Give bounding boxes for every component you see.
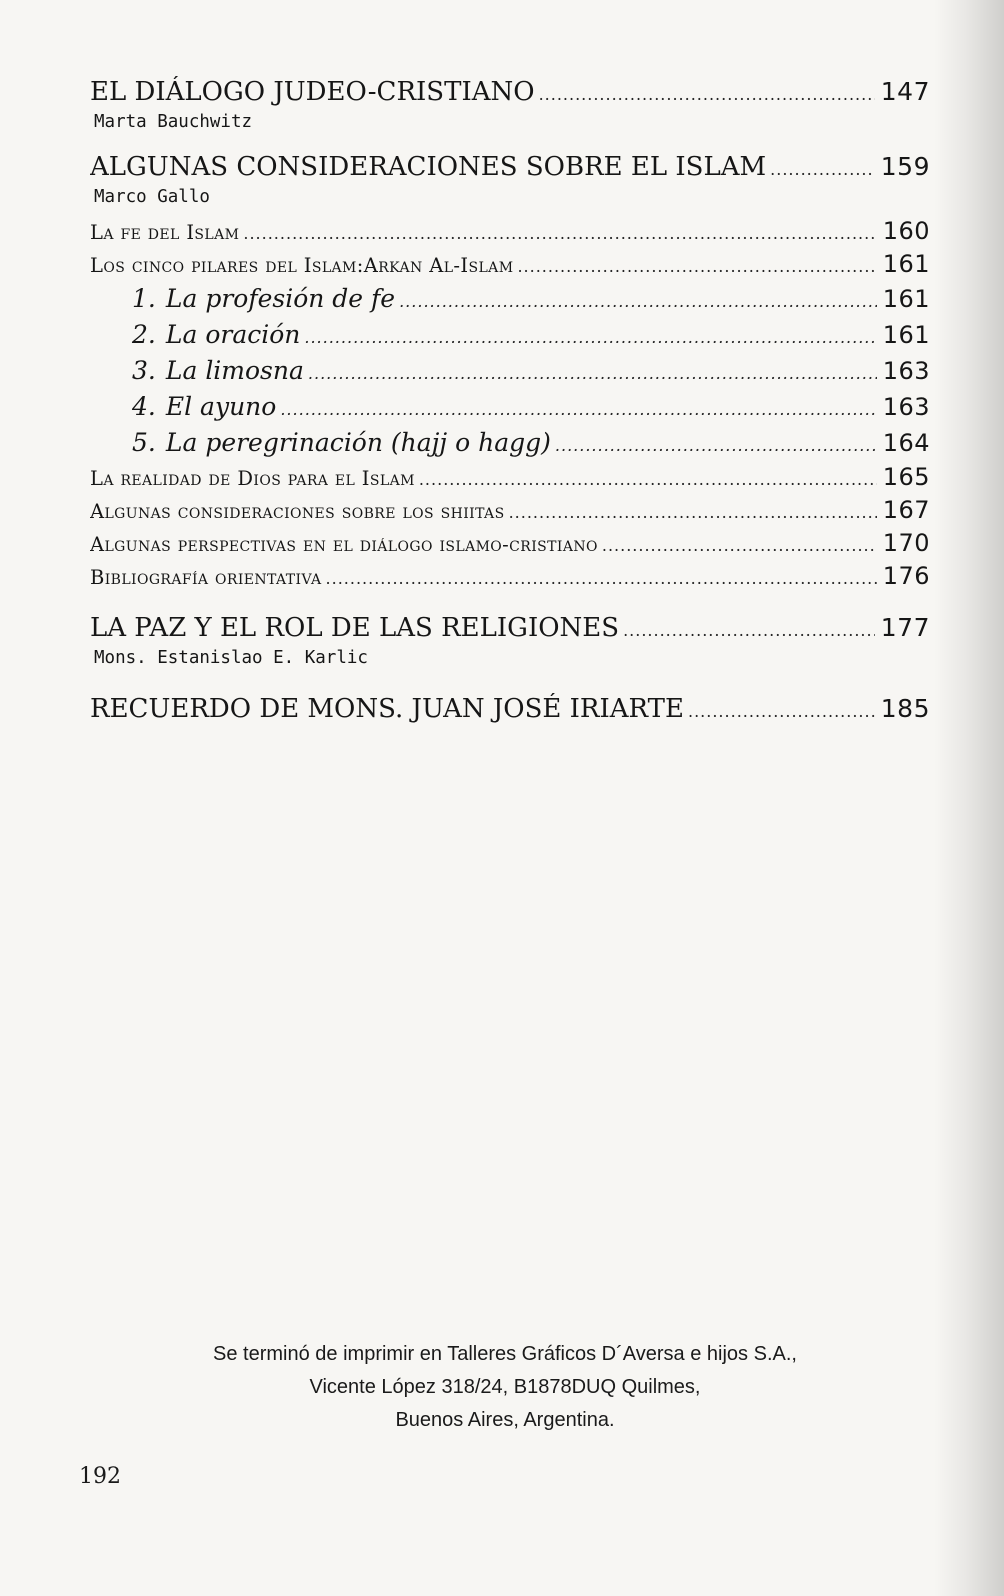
toc-entry-page: 159	[880, 152, 930, 181]
toc-subsection-number: 2.	[132, 320, 156, 349]
toc-subsection-limosna	[90, 354, 930, 390]
toc-subsection-title: La limosna	[165, 356, 304, 385]
dot-leader	[770, 154, 875, 186]
toc-subsection-number: 1.	[132, 284, 156, 313]
toc-entry-page: 177	[880, 613, 930, 642]
toc-subsection-title: La profesión de fe	[165, 284, 396, 313]
toc-section-cinco-pilares	[90, 249, 930, 282]
toc-entry-title: RECUERDO DE MONS. JUAN JOSÉ IRIARTE	[90, 694, 684, 724]
dot-leader	[517, 251, 876, 282]
dot-leader	[688, 696, 875, 728]
toc-section-page: 176	[882, 562, 930, 590]
toc-entry-recuerdo-iriarte	[90, 693, 930, 728]
toc-entry-author: Mons. Estanislao E. Karlic	[94, 648, 368, 668]
colophon-line: Se terminó de imprimir en Talleres Gráficos D´Aversa e hijos S.A.,	[213, 1343, 797, 1365]
toc-subsection-ayuno	[90, 390, 930, 426]
toc-section-page: 165	[882, 463, 930, 491]
toc-entry-author: Marta Bauchwitz	[94, 112, 253, 132]
toc-section-title: Bibliografía orientativa	[90, 566, 322, 589]
toc-entry-page: 185	[880, 694, 930, 723]
toc-subsection-profesion-de-fe	[90, 282, 930, 318]
dot-leader	[304, 321, 876, 354]
toc-subsection-title: El ayuno	[165, 392, 277, 421]
dot-leader	[419, 464, 877, 495]
toc-section-page: 160	[882, 217, 930, 245]
toc-subsection-page: 163	[882, 393, 930, 421]
toc-entry-title: ALGUNAS CONSIDERACIONES SOBRE EL ISLAM	[90, 152, 767, 182]
toc-subsection-number: 5.	[132, 428, 156, 457]
dot-leader	[308, 357, 877, 390]
toc-section-title: La fe del Islam	[90, 221, 240, 244]
toc-entry-consideraciones-islam	[90, 151, 930, 186]
dot-leader	[243, 218, 876, 249]
toc-section-title: Algunas perspectivas en el diálogo islamo-cristiano	[90, 533, 598, 556]
toc-subsection-number: 3.	[132, 356, 156, 385]
toc-subsection-page: 161	[882, 321, 930, 349]
colophon-line: Buenos Aires, Argentina.	[395, 1409, 615, 1431]
toc-subsection-page: 163	[882, 357, 930, 385]
page-number: 192	[79, 1464, 121, 1489]
toc-section-fe-del-islam	[90, 216, 930, 249]
toc-entry-title: LA PAZ Y EL ROL DE LAS RELIGIONES	[90, 613, 620, 643]
toc-section-page: 170	[882, 529, 930, 557]
toc-subsection-oracion	[90, 318, 930, 354]
colophon-line: Vicente López 318/24, B1878DUQ Quilmes,	[309, 1376, 701, 1398]
dot-leader	[602, 530, 877, 561]
toc-entry-dialogo-judeo-cristiano	[90, 76, 930, 111]
toc-entry-title: EL DIÁLOGO JUDEO-CRISTIANO	[90, 77, 535, 107]
toc-subsection-number: 4.	[132, 392, 156, 421]
toc-entry-page: 147	[880, 77, 930, 106]
toc-section-realidad-de-dios	[90, 462, 930, 495]
toc-section-page: 167	[882, 496, 930, 524]
dot-leader	[399, 285, 877, 318]
dot-leader	[555, 429, 877, 462]
toc-subsection-title: La peregrinación (hajj o hagg)	[165, 428, 551, 457]
toc-entry-author: Marco Gallo	[94, 187, 210, 207]
dot-leader	[623, 615, 875, 647]
dot-leader	[326, 563, 877, 594]
dot-leader	[509, 497, 877, 528]
toc-section-shiitas	[90, 495, 930, 528]
dot-leader	[539, 79, 875, 111]
page-gutter-shadow	[934, 0, 1004, 1596]
toc-subsection-title: La oración	[165, 320, 301, 349]
toc-subsection-page: 164	[882, 429, 930, 457]
toc-section-bibliografia	[90, 561, 930, 594]
toc-section-title: Los cinco pilares del Islam:Arkan Al-Islam	[90, 254, 514, 277]
table-of-contents	[90, 76, 930, 728]
toc-entry-paz-religiones	[90, 612, 930, 647]
toc-section-title: Algunas consideraciones sobre los shiitas	[90, 500, 505, 523]
toc-subsection-peregrinacion	[90, 426, 930, 462]
toc-section-page: 161	[882, 250, 930, 278]
toc-subsection-page: 161	[882, 285, 930, 313]
toc-section-perspectivas-dialogo	[90, 528, 930, 561]
colophon	[140, 1338, 870, 1437]
toc-section-title: La realidad de Dios para el Islam	[90, 467, 415, 490]
dot-leader	[280, 393, 876, 426]
